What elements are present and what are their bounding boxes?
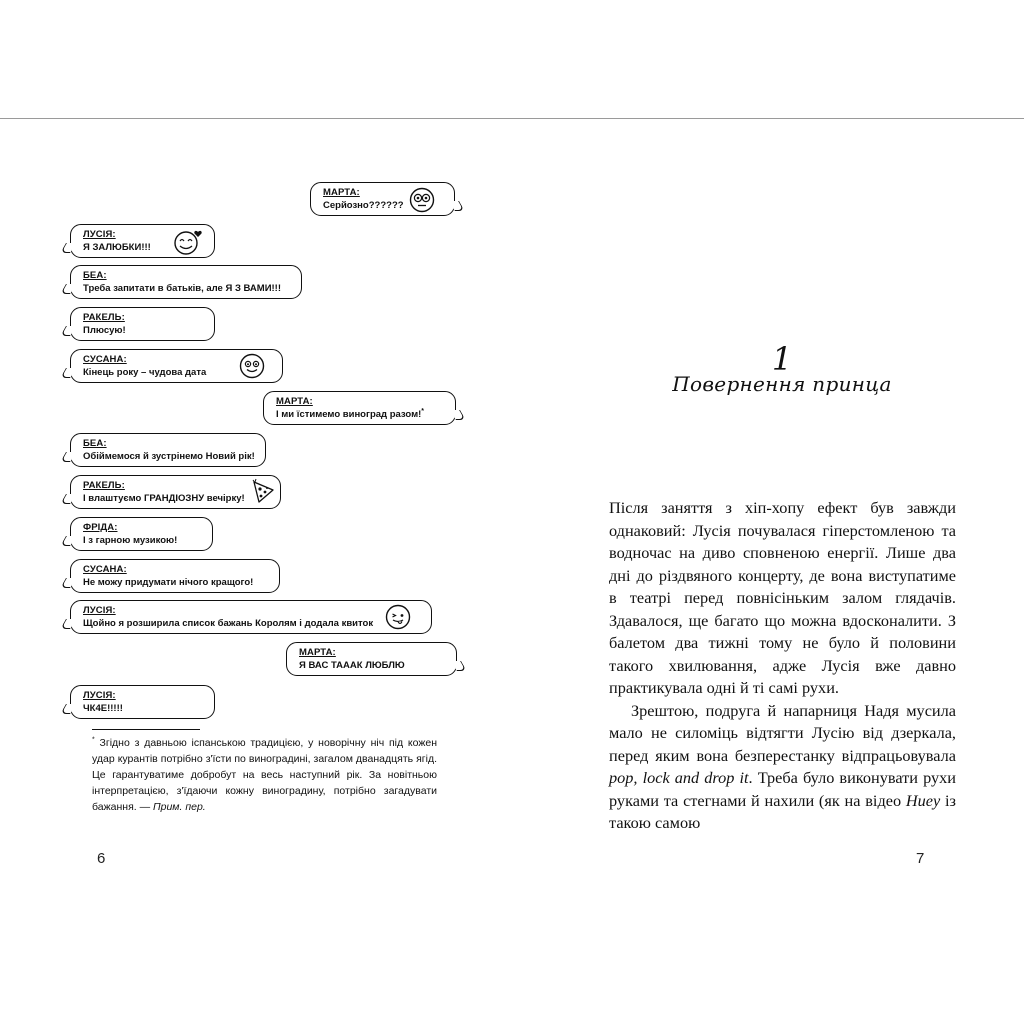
- chat-bubble-susana: [70, 559, 280, 593]
- chat-message: Плюсую!: [83, 325, 126, 336]
- paragraph: Після заняття з хіп-хопу ефект був завжди однаковий: Лусія почувалася гіперстомленою та водночас на диво сповненою енергії. Лише два дні до різдвяного концерту, де вона виступатиме в театрі перед повнісіньким залом глядачів. Здавалося, ще багато що можна вдосконалити. З балетом два тижні тому не було й половини такого хвилювання, адже Лусія вже давно практикувала одні й ті самі рухи.: [609, 498, 956, 697]
- chat-bubble-marta: [286, 642, 457, 676]
- chat-message: Щойно я розширила список бажань Королям і додала квиток: [83, 618, 374, 629]
- party-hat-icon: [251, 478, 277, 506]
- chat-bubble-raquel: [70, 475, 281, 509]
- chat-message: Треба запитати в батьків, але Я З ВАМИ!!!: [83, 283, 282, 294]
- chat-bubble-susana: [70, 349, 283, 383]
- chat-message: І влаштуємо ГРАНДІОЗНУ вечірку!: [83, 493, 245, 504]
- footnote: [92, 735, 437, 815]
- smiling-face-icon: [239, 353, 265, 379]
- chat-sender: БЕА:: [83, 270, 107, 281]
- footnote-mark: *: [92, 736, 95, 744]
- chat-message: Я ЗАЛЮБКИ!!!: [83, 242, 151, 253]
- chat-message: Я ВАС ТАААК ЛЮБЛЮ: [299, 660, 405, 671]
- chat-bubble-lucia: [70, 600, 432, 634]
- chat-sender: ЛУСІЯ:: [83, 605, 116, 616]
- footnote-text: Згідно з давньою іспанською традицією, у новорічну ніч під кожен удар курантів потрібно з'їсти по виноградині, загалом дванадцять ягід. Це гарантуватиме добробут на весь наступний рік. За новітньою інтерпретацією, з'їдаючи кожну виноградину, потрібно загадувати бажання. —: [92, 737, 437, 813]
- chat-sender: ЛУСІЯ:: [83, 690, 116, 701]
- page-number-right: 7: [916, 850, 925, 867]
- chat-bubble-marta: [310, 182, 455, 216]
- footnote-mark: *: [421, 407, 424, 415]
- chat-message: Серйозно??????: [323, 200, 404, 211]
- chat-sender: ФРІДА:: [83, 522, 118, 533]
- chat-message: І з гарною музикою!: [83, 535, 178, 546]
- heart-eyes-face-icon: [171, 228, 205, 256]
- page-number-left: 6: [97, 850, 106, 867]
- chat-sender: РАКЕЛЬ:: [83, 480, 125, 491]
- chat-sender: СУСАНА:: [83, 564, 127, 575]
- tongue-out-face-icon: [385, 604, 411, 630]
- chat-message: Кінець року – чудова дата: [83, 367, 207, 378]
- chat-bubble-marta: [263, 391, 456, 425]
- chat-bubble-bea: [70, 433, 266, 467]
- body-text: [609, 497, 956, 835]
- footnote-note: Прим. пер.: [153, 801, 206, 813]
- chat-message: Обіймемося й зустрінемо Новий рік!: [83, 451, 255, 462]
- chat-sender: МАРТА:: [299, 647, 336, 658]
- chat-sender: СУСАНА:: [83, 354, 127, 365]
- chat-sender: МАРТА:: [276, 396, 313, 407]
- chat-message: ЧК4Е!!!!!: [83, 703, 123, 714]
- chat-sender: БЕА:: [83, 438, 107, 449]
- chat-bubble-lucia: [70, 685, 215, 719]
- chat-bubble-lucia: [70, 224, 215, 258]
- chat-message: І ми їстимемо виноград разом!*: [276, 407, 424, 420]
- chat-bubble-bea: [70, 265, 302, 299]
- chat-sender: РАКЕЛЬ:: [83, 312, 125, 323]
- chat-bubble-raquel: [70, 307, 215, 341]
- chat-bubble-frida: [70, 517, 213, 551]
- right-page: [512, 0, 1024, 1024]
- chat-sender: МАРТА:: [323, 187, 360, 198]
- paragraph: Зрештою, подруга й напарниця Надя мусила мало не силоміць відтягти Лусію від дзеркала, перед яким вона безперестанку відпрацьовувала pop, lock and drop it. Треба було виконувати рухи руками та стегнами й нахили (як на відео Huey із такою самою: [609, 700, 956, 832]
- chapter-title: Повернення принца: [672, 372, 892, 396]
- chat-sender: ЛУСІЯ:: [83, 229, 116, 240]
- chat-message: Не можу придумати нічого кращого!: [83, 577, 254, 588]
- eyes-wide-face-icon: [409, 187, 435, 213]
- footnote-rule: [92, 729, 200, 730]
- chapter-number: 1: [771, 340, 793, 378]
